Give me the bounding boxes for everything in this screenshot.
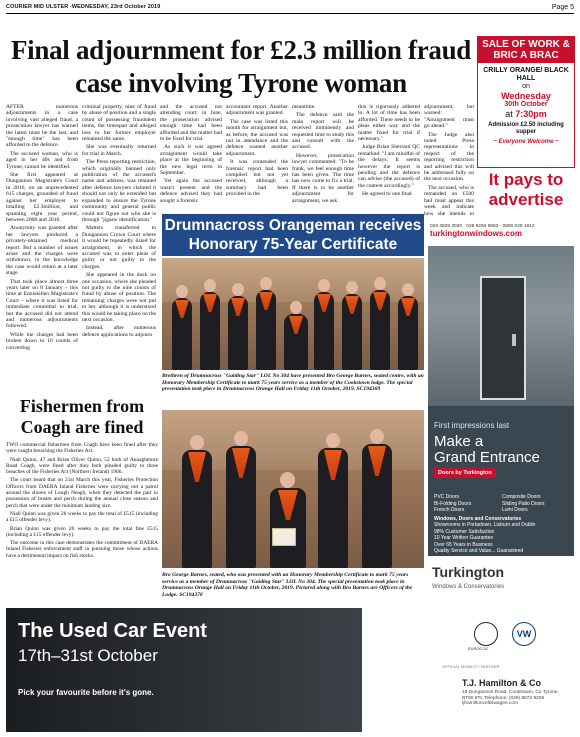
feature-line: Over 65 Years in Business — [434, 541, 493, 548]
sale-venue: CRILLY ORANGE/ BLACK HALL — [483, 67, 569, 82]
turkington-headline-2: Grand Entrance — [434, 449, 540, 466]
certificate-presentation-photo — [162, 410, 424, 568]
sale-date: 30th October — [504, 101, 548, 108]
turkington-phones: 028 3839 3030 · 028 9266 8883 · 0800 028 1812 — [430, 224, 535, 229]
sale-title: SALE OF WORK & BRIC A BRAC — [478, 37, 574, 63]
lead-column-5 — [292, 104, 354, 212]
door-type: Lumi Doors — [502, 507, 528, 513]
it-pays-to-advertise: It pays to advertise — [488, 170, 564, 209]
door-type: French Doors — [434, 507, 465, 513]
lead-paragraph: While the charges had been broken down to 16 counts of converting — [6, 331, 78, 351]
lead-paragraph: The defence said the main report will be received imminently and requested time to study this and consult with the accused. — [292, 112, 354, 151]
fishermen-paragraph: The outcome in this case demonstrates the commitment of DAERA Inland Fisheries enforcement staff in pursuing those whose actions have a detrimental impact on fish stocks. — [6, 540, 158, 559]
page-number: Page 5 — [551, 4, 574, 11]
lead-paragraph: Instead, after numerous defence applications to adjourn — [82, 325, 156, 338]
turkington-logo-panel — [428, 556, 574, 600]
lead-paragraph: The Press reporting restriction, which originally banned only publication of the accused's name and address, was retained after defence lawyers claimed it should not only be extended but expanded to ensure the Tyrone community and general public could not figure out who she is through "jigsaw identification." — [82, 159, 156, 223]
feature-line: Showrooms in Portadown, Lisburn and Dublin — [434, 522, 536, 528]
car-event-title: The Used Car Event — [18, 620, 207, 642]
eurococ-label: EUROCOC — [468, 646, 489, 651]
lead-paragraph: criminal property, nine of fraud by abuse of position and a single count of possessing fraudulent items, the timespan and alleged loss to her former employer remained the same. — [82, 104, 156, 143]
car-event-tagline: Pick your favourite before it's gone. — [18, 688, 154, 697]
turkington-logo: Turkington — [432, 564, 505, 580]
turkington-headline-1: Make a — [434, 433, 484, 450]
lodge-photo-caption: Brethren of Drumnacross "Gaiding Star" LOL No 304 have presented Bro George Barnes, seated centre, with an Honorary Membership Certificate to mark 75 years service as a member of the Cookstown lodge. The special presentation took place in Drumnacross Orange Hall on Friday 11th October, 2019. SC194369 — [162, 373, 424, 393]
lead-paragraph: this is rigorously adhered to. A lot of time has been afforded. There needs to be pleas either way and the matter fixed for trial if necessary." — [358, 104, 420, 143]
sale-of-work-ad — [477, 36, 575, 168]
lead-paragraph: adjournment, but warned: "Arraignment must go ahead." — [424, 104, 474, 130]
turkington-ad — [428, 222, 574, 600]
lead-column-1 — [6, 104, 78, 394]
feature-line: 98% Customer Satisfaction — [434, 528, 495, 535]
lead-headline: Final adjournment for £2.3 million fraud case involving Tyrone woman — [10, 35, 472, 98]
mobility-partner-label: OFFICIAL MOBILITY PARTNER — [442, 664, 500, 669]
publication-line: COURIER MID ULSTER -WEDNESDAY, 23rd October 2019 — [6, 4, 161, 10]
vw-logo-icon: VW — [512, 622, 536, 646]
car-event-dates: 17th–31st October — [18, 646, 158, 665]
lead-paragraph: meantime. — [292, 104, 316, 110]
turkington-tagline: First impressions last — [434, 421, 510, 430]
sale-admission: Admission £2.50 including supper — [488, 122, 564, 135]
fishermen-paragraph: Niall Quinn was given 26 weeks to pay the total of £515 (including a £15 offender levy). — [6, 510, 158, 524]
sale-welcome: ~ Everyone Welcome ~ — [493, 139, 559, 145]
drumnacross-banner: Drumnacross Orangeman receives Honorary 75-Year Certificate — [162, 214, 424, 256]
fishermen-headline: Fishermen from Coagh are fined — [19, 396, 145, 437]
feature-line: Windows, Doors and Conservatories — [434, 515, 522, 522]
front-door-photo — [428, 246, 574, 406]
fishermen-story — [6, 442, 158, 604]
lead-paragraph: accountant report. Another adjournment was granted. — [226, 104, 288, 117]
door-type: Bi-Folding Doors — [434, 500, 472, 507]
lead-paragraph: Yet again the accused wasn't present and the defence advised they had sought a forensic — [160, 178, 222, 204]
turkington-logo-subtitle: Windows & Conservatories — [432, 584, 505, 590]
lead-column-2 — [82, 104, 156, 394]
lead-paragraph: The case was listed this month for arraignment but, as before, the accused was not in attendance and the defence wanted another adjournment. — [226, 118, 288, 157]
lead-paragraph: However, prosecution lawyer commented: "To be frank, we feel enough time has been given. The time has now come to fix a trial. If there is to be another adjournment for arraignment, we ask — [292, 152, 354, 204]
fishermen-paragraph: The court heard that on 21st March this year, Fisheries Protection Officers from DAERA Inland Fisheries were carrying out a patrol around the shores of Lough Neagh, when they detected the pair in possession of bream and perch during the annual close season and perch that were under the minimum landing size. — [6, 477, 158, 509]
turkington-website: turkingtonwindows.com — [430, 229, 522, 238]
lead-paragraph: AFTER numerous adjournments in a case involving vast alleged fraud, a prosecution lawyer has warned the latest must be the last, and "enough time" has been afforded to the defence. — [6, 104, 78, 149]
fishermen-paragraph: Brian Quinn was given 26 weeks to pay the total fine £515 (including a £15 offender levy). — [6, 525, 158, 538]
sale-day: Wednesday — [501, 91, 551, 101]
lead-column-3 — [160, 104, 222, 212]
lead-paragraph: She was eventually returned for trial in March. — [82, 144, 156, 157]
used-car-event-ad — [6, 608, 574, 732]
lead-column-7 — [424, 104, 474, 216]
lead-paragraph: She first appeared at Dungannon Magistrate's Court in 2016, on an unprecedented 615 charges, grounded of fraud against her employer to totalling £2.3million, and spanning eight year period, between 2008 and 2016. — [6, 172, 78, 223]
lead-paragraph: It was contended the forensic report had been compiled but not yet received, although a summary had been provided in the — [226, 159, 288, 198]
fishermen-paragraph: TWO commercial fishermen from Coagh have been fined after they were caught breaching the Fisheries Act. — [6, 442, 158, 455]
lead-column-6 — [358, 104, 420, 212]
lead-paragraph: Anonymity was granted after her lawyers produced a privately-obtained medical report. But a number of issues arose and the charges were withdrawn, in the knowledge the case would return at a later stage. — [6, 225, 78, 277]
turkington-doors-bar: Doors by Turkington — [434, 468, 496, 478]
lead-paragraph: The accused, who is remanded on £500 bail must appear this week and indicate how she intends to — [424, 184, 474, 216]
lead-paragraph: As such it was agreed arraignment would take place at the beginning of the new legal term in September. — [160, 144, 222, 177]
dealer-address: 18 Dungannon Road, Cookstown, Co Tyrone, BT80 8TL Telephone: (028) 8672 9206 tjhamiltonvolkswagen.com — [462, 690, 559, 707]
lead-paragraph: He agreed to one final — [362, 191, 412, 198]
feature-line: Quality Service and Value... Guaranteed — [434, 548, 524, 554]
door-type: PVC Doors — [434, 494, 460, 500]
sale-time: 7:30pm — [515, 109, 547, 119]
lead-paragraph: She appeared in the dock on one occasion, where she pleaded not guilty to the nine counts of fraud by abuse of position. The remaining charges were not put to her, although it is understood this would be taking place on the next occasion. — [82, 272, 156, 323]
lead-paragraph: and the accused not attending court, in June, the prosecution advised enough time had been afforded and the matter had to be fixed for trial. — [160, 104, 222, 143]
lead-column-4 — [226, 104, 288, 212]
sale-on: on — [522, 83, 530, 90]
door-type: Sliding Patio Doors — [502, 500, 545, 507]
header-rule — [6, 13, 574, 14]
lodge-group-photo — [162, 258, 424, 370]
feature-line: 10 Year Written Guarantee — [434, 535, 494, 541]
lead-paragraph: Judge Brian Sherrard QC remarked: "I am mindful of the delays. It seems however the report is pending and the defence can advise (the accused) of the content accordingly." — [358, 144, 420, 189]
door-type: Composite Doors — [502, 494, 541, 500]
lead-paragraph: Matters transferred to Dungannon Crown Court where it would be repeatedly listed for arraignment, in which the accused was to enter pleas of guilty or not guilty to the charges. — [82, 225, 156, 270]
dealer-name: T.J. Hamilton & Co — [462, 678, 542, 688]
lead-paragraph: The accused woman, who is aged in her 40s and from Tyrone, cannot be identified. — [6, 150, 78, 170]
fishermen-paragraph: Niall Quinn, 47 and Brian Oliver Quinn, 52 both of Annaghmore Road Coagh, were fined after they both pleaded guilty to three breaches of the Fisheries Act (Northern Ireland) 1966. — [6, 456, 158, 476]
turkington-features — [434, 494, 570, 555]
lead-paragraph: The Judge also noted Press representations in respect of the reporting restriction and advised this will be addressed fully on the next occasion. — [424, 131, 474, 183]
eurococ-logo-icon — [474, 622, 498, 646]
sale-at: at — [505, 109, 513, 119]
presentation-photo-caption: Bro George Barnes, seated, who was presented with an Honorary Membership Certificate to mark 75 years service as a member of Drumnacross "Gaiding Star" LOL No 304. The special presentation took place in Drumnacross Orange Hall on Friday 11th October, 2019. Pictured along with Bro Barnes are Officers of the Lodge. SC194370 — [162, 572, 413, 598]
lead-paragraph: That took place almost three years later on 8 January – this time at Enniskillen Magistrate's Court – where it was listed for immediate committal to trial, but the accused did not attend and numerous adjournments followed. — [6, 278, 78, 330]
